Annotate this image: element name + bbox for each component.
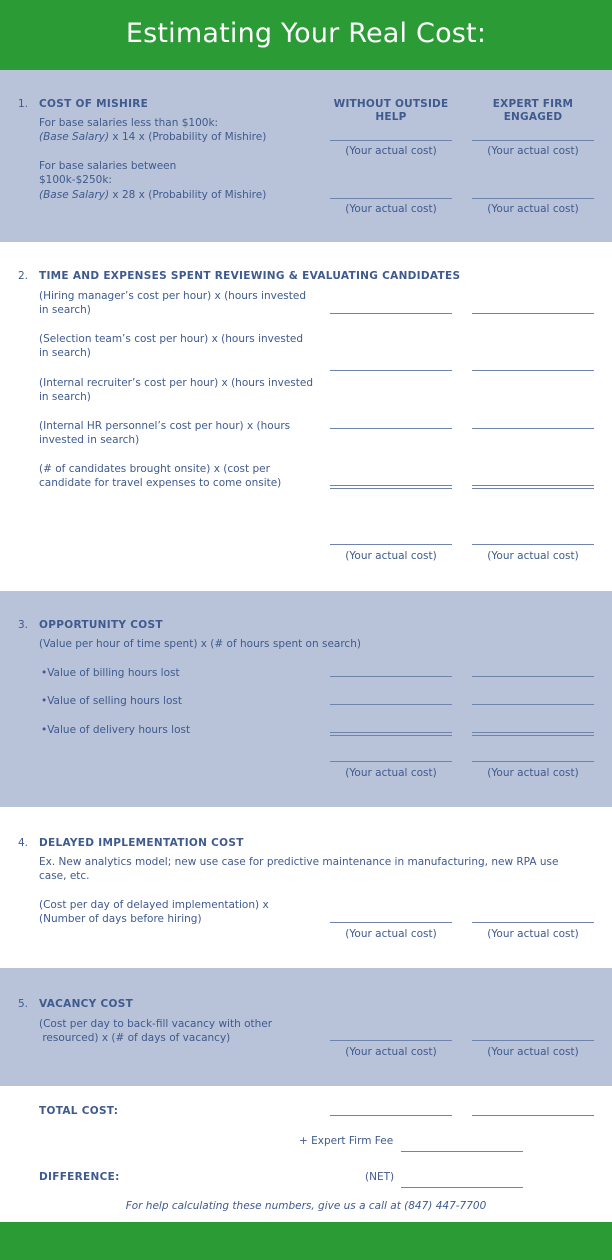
input-line[interactable] <box>472 140 594 141</box>
input-line[interactable] <box>330 140 452 141</box>
section-3-title: OPPORTUNITY COST <box>39 619 163 631</box>
footer-note: For help calculating these numbers, give us a call at (847) 447-7700 <box>125 1200 487 1212</box>
column-header-without-help: WITHOUT OUTSIDE HELP <box>333 98 449 123</box>
column-header-expert-firm: EXPERT FIRM ENGAGED <box>492 98 574 123</box>
section-2-item: (# of candidates brought onsite) x (cost per candidate for travel expenses to come onsite) <box>39 463 282 489</box>
section-1-number: 1. <box>18 98 29 110</box>
section-4-example-line1: Ex. New analytics model; new use case for predictive maintenance in manufacturing, new RPA use <box>39 856 559 868</box>
actual-cost-label: (Your actual cost) <box>487 928 579 940</box>
section-1-formula2: (Base Salary) x 28 x (Probability of Mishire) <box>39 189 267 201</box>
input-line[interactable] <box>330 922 452 923</box>
input-line[interactable] <box>330 1040 452 1041</box>
section-4-number: 4. <box>18 837 29 849</box>
input-line[interactable] <box>472 428 594 429</box>
input-line[interactable] <box>330 544 452 545</box>
input-line[interactable] <box>330 676 452 677</box>
section-1-line2a: For base salaries between <box>39 160 177 172</box>
actual-cost-label: (Your actual cost) <box>487 550 579 562</box>
section-2-item: (Internal recruiter’s cost per hour) x (hours invested in search) <box>39 377 313 403</box>
sum-line <box>472 735 594 736</box>
actual-cost-label: (Your actual cost) <box>345 145 437 157</box>
input-line[interactable] <box>472 704 594 705</box>
section-2-item: (Hiring manager’s cost per hour) x (hours invested in search) <box>39 290 306 316</box>
actual-cost-label: (Your actual cost) <box>345 203 437 215</box>
actual-cost-label: (Your actual cost) <box>487 1046 579 1058</box>
input-line[interactable] <box>330 732 452 733</box>
section-4-title: DELAYED IMPLEMENTATION COST <box>39 837 244 849</box>
expert-firm-fee-line[interactable] <box>401 1151 523 1152</box>
input-line[interactable] <box>472 1040 594 1041</box>
difference-label: DIFFERENCE: <box>39 1171 120 1183</box>
section-2-title: TIME AND EXPENSES SPENT REVIEWING & EVALUATING CANDIDATES <box>39 270 461 282</box>
actual-cost-label: (Your actual cost) <box>345 928 437 940</box>
section-4-example-line2: case, etc. <box>39 870 90 882</box>
actual-cost-label: (Your actual cost) <box>345 767 437 779</box>
section-3-bullet: •Value of delivery hours lost <box>41 724 191 736</box>
footer-bar <box>0 1222 612 1260</box>
section-3-number: 3. <box>18 619 29 631</box>
input-line[interactable] <box>472 485 594 486</box>
input-line[interactable] <box>472 676 594 677</box>
net-label: (NET) <box>365 1171 395 1183</box>
section-2-item: (Selection team’s cost per hour) x (hours invested in search) <box>39 333 304 359</box>
total-without-line[interactable] <box>330 1115 452 1116</box>
net-line[interactable] <box>401 1187 523 1188</box>
section-5-formula-line1: (Cost per day to back-fill vacancy with other <box>39 1018 273 1030</box>
section-1-formula1: (Base Salary) x 14 x (Probability of Mishire) <box>39 131 267 143</box>
input-line[interactable] <box>330 313 452 314</box>
input-line[interactable] <box>330 428 452 429</box>
input-line[interactable] <box>472 198 594 199</box>
section-1-line2b: $100k-$250k: <box>39 174 112 186</box>
input-line[interactable] <box>472 761 594 762</box>
input-line[interactable] <box>330 485 452 486</box>
total-expert-line[interactable] <box>472 1115 594 1116</box>
header-bar <box>0 0 612 70</box>
actual-cost-label: (Your actual cost) <box>487 203 579 215</box>
section-5-formula-line2: resourced) x (# of days of vacancy) <box>39 1032 231 1044</box>
input-line[interactable] <box>330 704 452 705</box>
section-4-formula-line2: (Number of days before hiring) <box>39 913 202 925</box>
section-3-bullet: •Value of billing hours lost <box>41 667 180 679</box>
section-5-number: 5. <box>18 998 29 1010</box>
section-1-title: COST OF MISHIRE <box>39 98 149 110</box>
input-line[interactable] <box>330 761 452 762</box>
sum-line <box>472 488 594 489</box>
actual-cost-label: (Your actual cost) <box>345 1046 437 1058</box>
actual-cost-label: (Your actual cost) <box>345 550 437 562</box>
sum-line <box>330 488 452 489</box>
input-line[interactable] <box>330 370 452 371</box>
input-line[interactable] <box>472 732 594 733</box>
total-cost-label: TOTAL COST: <box>39 1105 119 1117</box>
input-line[interactable] <box>472 370 594 371</box>
section-4-formula-line1: (Cost per day of delayed implementation) x <box>39 899 269 911</box>
actual-cost-label: (Your actual cost) <box>487 767 579 779</box>
input-line[interactable] <box>472 544 594 545</box>
section-1-line1: For base salaries less than $100k: <box>39 117 219 129</box>
input-line[interactable] <box>330 198 452 199</box>
section-2-number: 2. <box>18 270 29 282</box>
section-3-bullet: •Value of selling hours lost <box>41 695 182 707</box>
page-title: Estimating Your Real Cost: <box>125 18 487 49</box>
sum-line <box>330 735 452 736</box>
actual-cost-label: (Your actual cost) <box>487 145 579 157</box>
section-2-item: (Internal HR personnel’s cost per hour) x (hours invested in search) <box>39 420 291 446</box>
input-line[interactable] <box>472 313 594 314</box>
section-5-title: VACANCY COST <box>39 998 134 1010</box>
input-line[interactable] <box>472 922 594 923</box>
section-3-description: (Value per hour of time spent) x (# of hours spent on search) <box>39 638 361 650</box>
expert-firm-fee-label: + Expert Firm Fee <box>299 1135 394 1147</box>
